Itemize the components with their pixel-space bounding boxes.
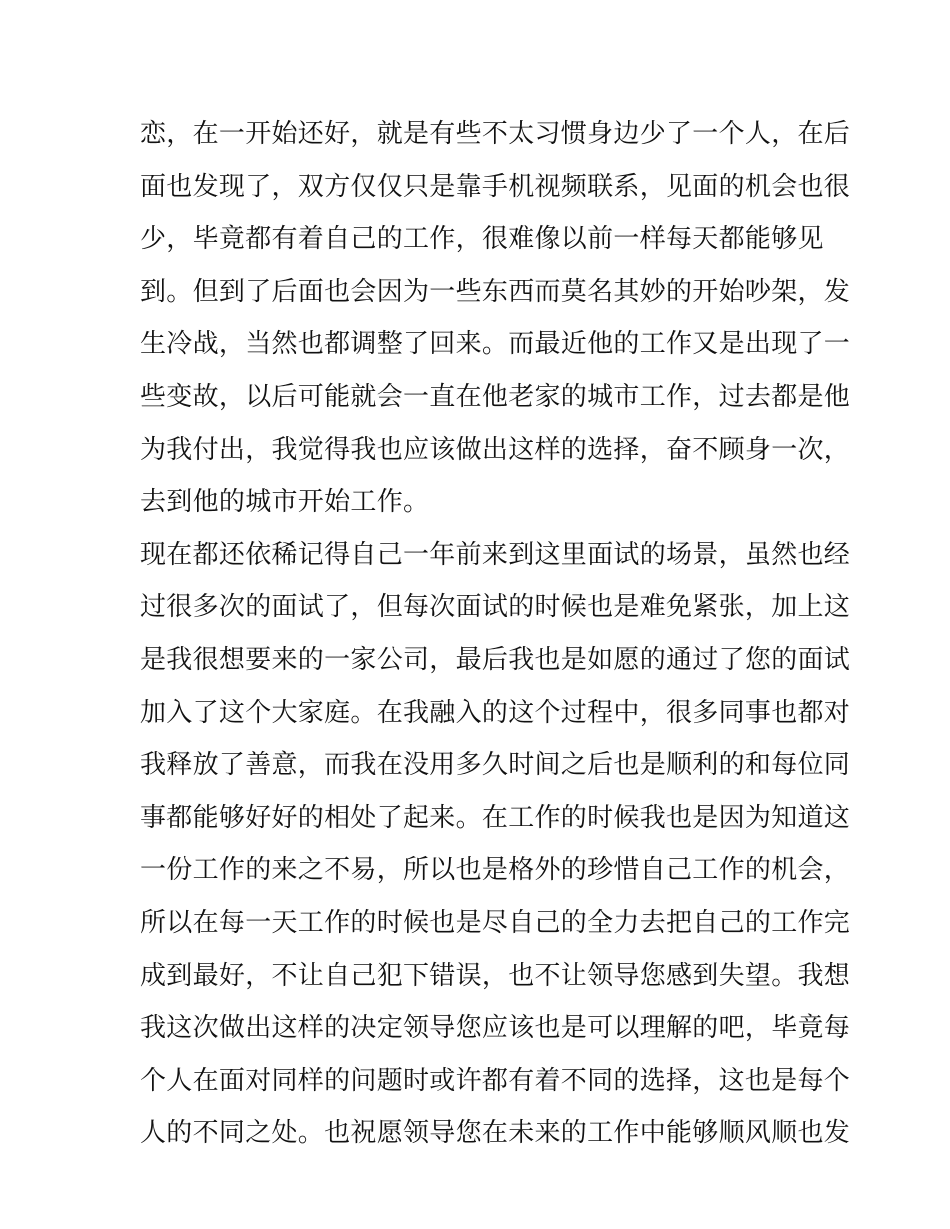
text-line: 事都能够好好的相处了起来。在工作的时候我也是因为知道这 [140, 802, 851, 833]
text-line: 人的不同之处。也祝愿领导您在未来的工作中能够顺风顺也发 [140, 1118, 851, 1149]
text-line: 是我很想要来的一家公司，最后我也是如愿的通过了您的面试 [140, 644, 851, 675]
text-line: 个人在面对同样的问题时或许都有着不同的选择，这也是每个 [140, 1065, 851, 1096]
text-line: 恋，在一开始还好，就是有些不太习惯身边少了一个人，在后 [140, 119, 851, 149]
text-line: 我释放了善意，而我在没用多久时间之后也是顺利的和每位同 [140, 750, 851, 781]
text-line: 成到最好，不让自己犯下错误，也不让领导您感到失望。我想 [140, 960, 851, 991]
text-line: 到。但到了后面也会因为一些东西而莫名其妙的开始吵架，发 [140, 276, 851, 307]
text-line: 一份工作的来之不易，所以也是格外的珍惜自己工作的机会， [140, 855, 851, 886]
text-line: 所以在每一天工作的时候也是尽自己的全力去把自己的工作完 [140, 907, 851, 938]
text-line: 生冷战，当然也都调整了回来。而最近他的工作又是出现了一 [140, 329, 851, 360]
text-line: 为我付出，我觉得我也应该做出这样的选择，奋不顾身一次， [140, 434, 851, 465]
body-text [140, 108, 851, 1160]
text-line: 些变故，以后可能就会一直在他老家的城市工作，过去都是他 [140, 381, 851, 412]
text-line: 过很多次的面试了，但每次面试的时候也是难免紧张，加上这 [140, 592, 851, 623]
text-line: 少，毕竟都有着自己的工作，很难像以前一样每天都能够见 [140, 224, 824, 255]
text-line: 加入了这个大家庭。在我融入的这个过程中，很多同事也都对 [140, 697, 851, 728]
text-line: 面也发现了，双方仅仅只是靠手机视频联系，见面的机会也很 [140, 171, 851, 202]
text-line: 我这次做出这样的决定领导您应该也是可以理解的吧，毕竟每 [140, 1013, 851, 1044]
text-line: 去到他的城市开始工作。 [140, 487, 430, 518]
text-line: 现在都还依稀记得自己一年前来到这里面试的场景，虽然也经 [140, 539, 851, 570]
